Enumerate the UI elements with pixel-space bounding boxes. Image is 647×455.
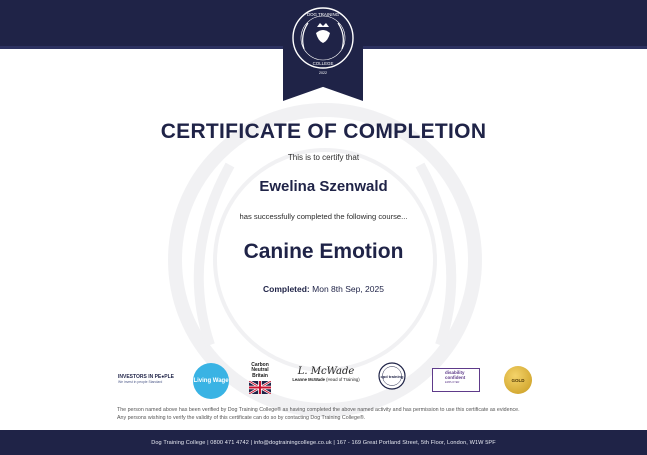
disability-confident-logo xyxy=(432,368,480,392)
living-wage-logo xyxy=(193,363,229,399)
investors-in-people-logo xyxy=(118,374,186,384)
disability-employer-text: EMPLOYER xyxy=(445,380,460,384)
gold-award-text: GOLD xyxy=(511,377,525,383)
college-crest-icon xyxy=(290,5,356,79)
disclaimer-line-1: The person named above has been verified by Dog Training College® as having completed the above named activity and has permission to use this certificate as evidence. xyxy=(117,407,520,413)
completion-date-line xyxy=(0,284,647,294)
verification-disclaimer xyxy=(117,406,537,422)
cpd-training-logo xyxy=(378,362,406,390)
footer-contact-text: Dog Training College | 0800 471 4742 | info@dogtrainingcollege.co.uk | 167 - 169 Great Portland Street, 5th Floor, London, W1W 5PF xyxy=(151,439,496,446)
signatory-name: Leanne McWade xyxy=(292,377,325,382)
signatory xyxy=(286,377,366,382)
crest-ring-top-text: DOG TRAINING xyxy=(306,12,340,17)
carbon-neutral-britain-logo xyxy=(247,363,273,394)
crest-ring-bottom-text: COLLEGE xyxy=(312,61,334,66)
investors-in-people-subtext: We invest in people Standard xyxy=(118,380,163,384)
cpd-text: cpd training xyxy=(380,374,404,379)
carbon-neutral-text: Carbon Neutral Britain xyxy=(251,362,269,379)
certificate-title: CERTIFICATE OF COMPLETION xyxy=(160,120,487,143)
recipient-name: Ewelina Szenwald xyxy=(259,178,388,195)
completed-date: Mon 8th Sep, 2025 xyxy=(312,284,384,294)
union-flag-icon xyxy=(249,381,271,394)
gold-award-logo xyxy=(504,366,532,394)
disclaimer-line-2: Any persons wishing to verify the validity of this certificate can do so by contacting Dog Training College®. xyxy=(117,415,366,422)
signature-block xyxy=(286,366,366,382)
accreditation-logos xyxy=(0,360,647,400)
certify-text: This is to certify that xyxy=(287,153,360,162)
completed-course-text: has successfully completed the following course... xyxy=(239,212,408,221)
course-name: Canine Emotion xyxy=(243,240,404,263)
footer-band xyxy=(0,430,647,455)
completed-label: Completed: xyxy=(263,284,310,294)
crest-established-text: 2022 xyxy=(319,71,327,75)
signature: L. McWade xyxy=(297,366,355,377)
signatory-role: (Head of Training) xyxy=(326,377,360,382)
living-wage-text: Living Wage xyxy=(193,378,229,384)
investors-in-people-text: INVESTORS IN PE●PLE xyxy=(118,374,174,380)
disability-confident-text: disability confident xyxy=(445,370,466,380)
